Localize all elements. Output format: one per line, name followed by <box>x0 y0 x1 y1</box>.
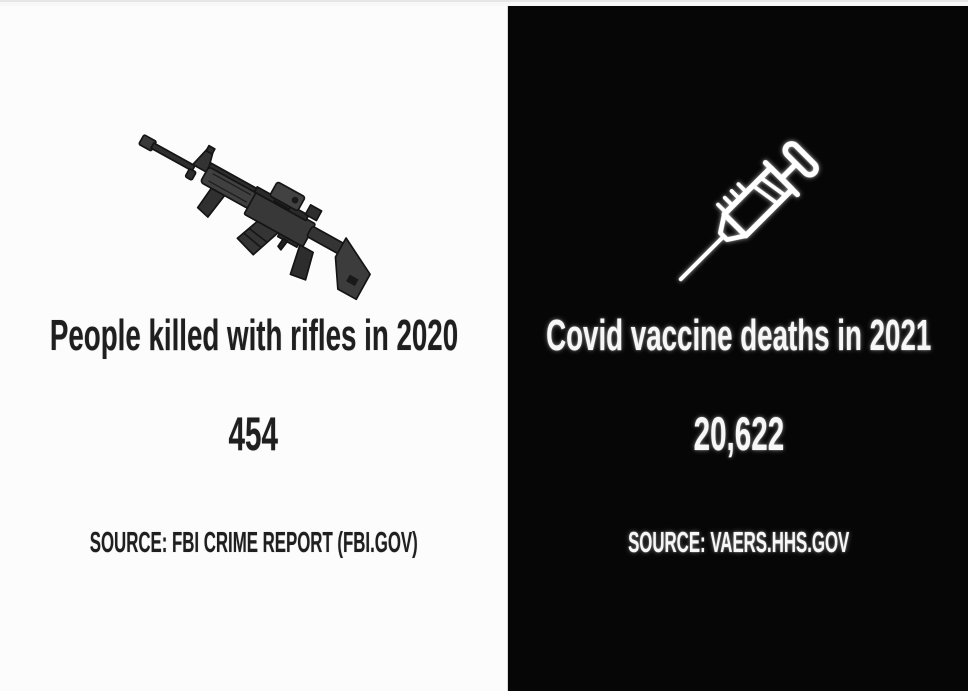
vaccine-source-row <box>508 529 968 558</box>
rifles-title-row <box>0 311 507 360</box>
vaccine-source: SOURCE: VAERS.HHS.GOV <box>627 527 850 559</box>
rifles-title: People killed with rifles in 2020 <box>49 311 458 360</box>
syringe-illustration <box>634 116 843 325</box>
rifles-value: 454 <box>228 407 279 460</box>
top-border-strip <box>0 0 968 6</box>
vaccine-title-row <box>508 311 968 360</box>
rifle-icon <box>116 108 392 312</box>
rifles-value-row <box>0 407 507 460</box>
rifles-source-row <box>0 529 507 558</box>
vaccine-title: Covid vaccine deaths in 2021 <box>545 311 932 360</box>
syringe-icon <box>634 116 843 325</box>
vaccine-value-row <box>508 407 968 460</box>
rifle-illustration <box>116 108 392 312</box>
rifles-source: SOURCE: FBI CRIME REPORT (FBI.GOV) <box>89 527 418 559</box>
vaccine-panel <box>507 0 968 691</box>
vaccine-value: 20,622 <box>693 407 784 460</box>
